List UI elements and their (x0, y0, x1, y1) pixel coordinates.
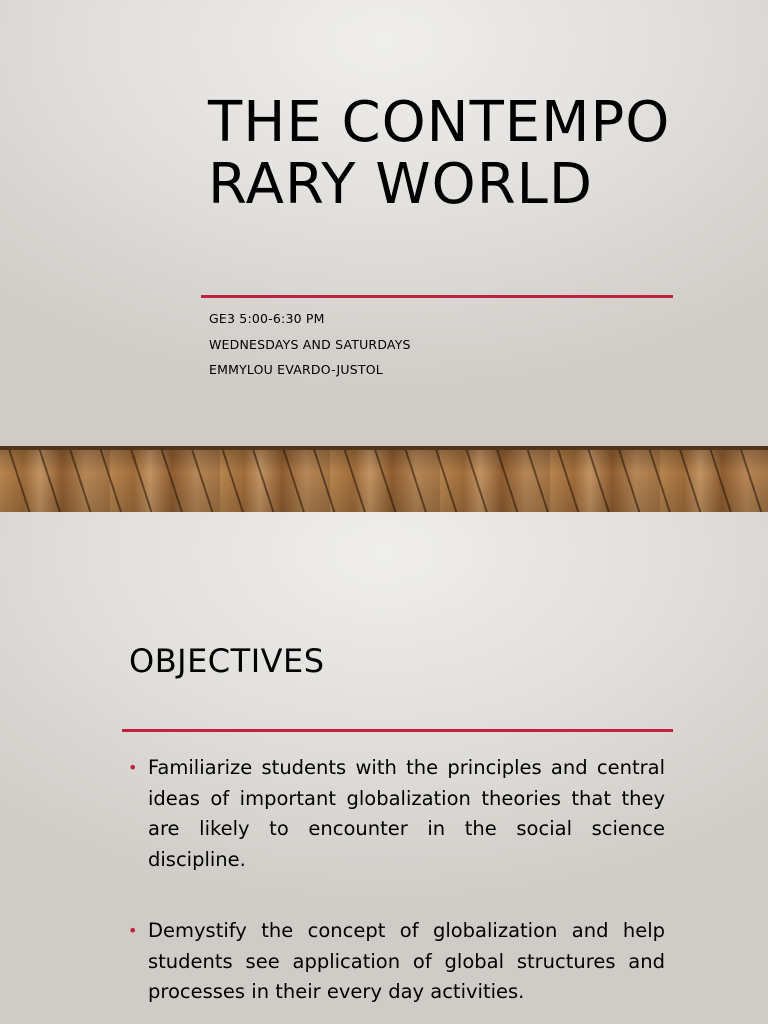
bullet-text: Demystify the concept of globalization and help students see application of global structures and processes in their every day activities. (148, 919, 665, 1003)
objectives-slide (0, 512, 768, 1024)
course-schedule: GE3 5:00-6:30 PM (209, 311, 325, 326)
wood-floor-image (0, 446, 768, 512)
title-divider (201, 295, 673, 298)
slide-title: THE CONTEMPORARY WORLD (208, 90, 671, 217)
bullet-icon: • (128, 921, 138, 940)
objectives-list (126, 753, 665, 1024)
list-item (126, 916, 665, 1008)
course-days: WEDNESDAYS AND SATURDAYS (209, 336, 411, 352)
bullet-text: Familiarize students with the principles and central ideas of important globalization theories that they are likely to encounter in the social science discipline. (148, 756, 665, 871)
heading-divider (122, 729, 673, 732)
list-item (126, 753, 665, 875)
slide-heading: OBJECTIVES (129, 642, 325, 680)
bullet-icon: • (128, 758, 138, 777)
subtitle-block (209, 306, 411, 383)
instructor-name: EMMYLOU EVARDO-JUSTOL (209, 362, 383, 377)
